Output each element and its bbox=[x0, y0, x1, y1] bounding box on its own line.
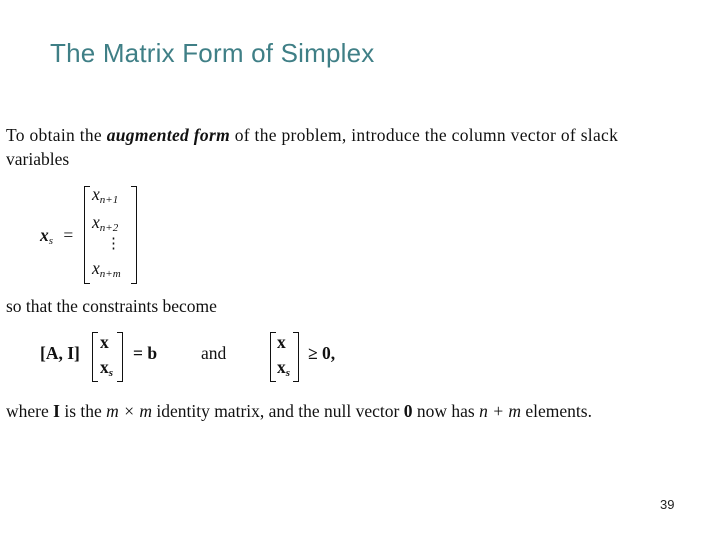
vector-ellipsis: ⋮ bbox=[106, 236, 121, 252]
nonnegativity: ≥ 0, bbox=[308, 343, 336, 363]
vector-x: x bbox=[277, 332, 286, 352]
vector-xs: $x_s$ bbox=[277, 357, 291, 379]
right-bracket bbox=[131, 186, 137, 284]
vector-entry-2: $x_{n+2}$ bbox=[92, 212, 119, 234]
vector-x: x bbox=[100, 332, 109, 352]
vector-entry-1: $x_{n+1}$ bbox=[92, 184, 119, 206]
slide-title: The Matrix Form of Simplex bbox=[50, 38, 375, 68]
augmented-matrix: [A, I] bbox=[40, 343, 80, 363]
vector-entry-3: $x_{n+m}$ bbox=[92, 258, 121, 280]
left-bracket bbox=[92, 332, 98, 382]
left-bracket bbox=[270, 332, 276, 382]
and-word: and bbox=[201, 343, 227, 363]
where-sentence: where I is the m × m identity matrix, and the null vector 0 now has n + m elements. bbox=[6, 401, 592, 421]
intro-text-1: To obtain the bbox=[6, 125, 102, 145]
xs-equals: = bbox=[63, 225, 74, 245]
intro-text-2: of the problem, introduce the column vector of slack bbox=[234, 125, 619, 145]
xs-definition-label bbox=[40, 225, 73, 247]
page-number: 39 bbox=[660, 497, 675, 512]
xs-symbol: x bbox=[40, 225, 49, 245]
intro-line-1 bbox=[6, 125, 618, 146]
vector-xs: $x_s$ bbox=[100, 357, 114, 379]
xs-subscript: s bbox=[48, 235, 54, 247]
constraints-sentence: so that the constraints become bbox=[6, 296, 217, 316]
equals-b: = b bbox=[133, 343, 158, 363]
intro-line-2: variables bbox=[6, 149, 70, 169]
right-bracket bbox=[117, 332, 123, 382]
intro-emphasis: augmented form bbox=[106, 125, 230, 145]
left-bracket bbox=[84, 186, 90, 284]
right-bracket bbox=[293, 332, 299, 382]
